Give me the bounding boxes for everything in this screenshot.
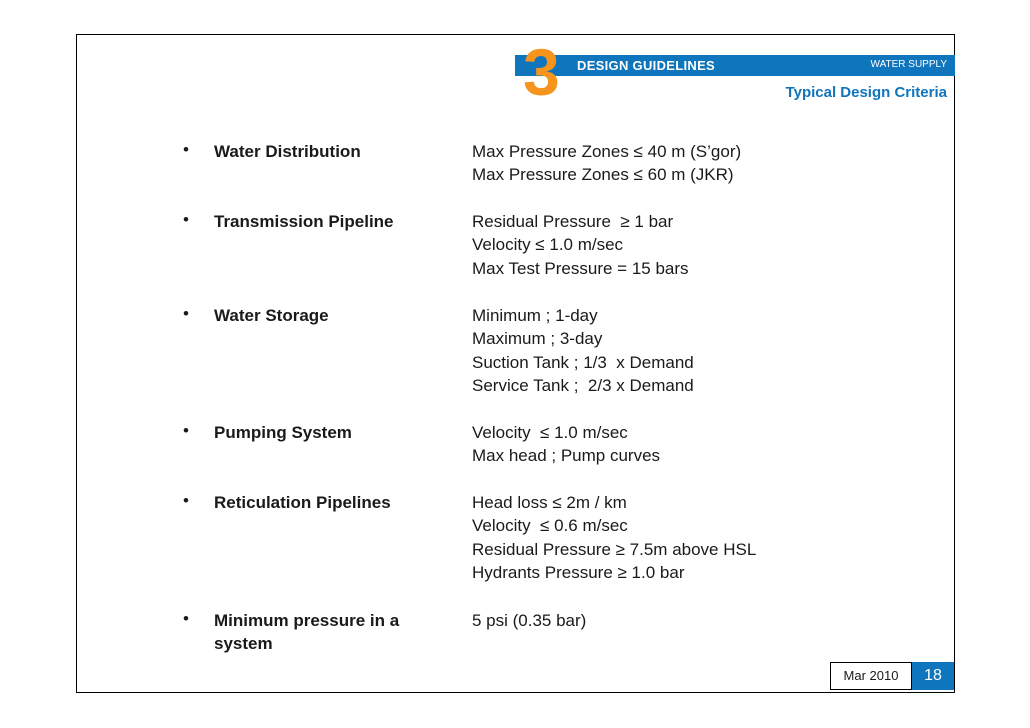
- criteria-values: [472, 304, 892, 397]
- criteria-label: Transmission Pipeline: [214, 212, 394, 231]
- criteria-value: Velocity ≤ 1.0 m/sec: [472, 423, 628, 442]
- page-number: 18: [912, 662, 954, 690]
- criteria-label: Water Distribution: [214, 142, 361, 161]
- criteria-value: Residual Pressure ≥ 1 bar: [472, 212, 674, 231]
- footer-date: Mar 2010: [830, 662, 912, 690]
- header-tag: WATER SUPPLY: [870, 59, 947, 70]
- criteria-value: Residual Pressure ≥ 7.5m above HSL: [472, 539, 757, 559]
- criteria-label: Minimum pressure in a system: [214, 611, 400, 653]
- criteria-label: Reticulation Pipelines: [214, 493, 391, 512]
- criteria-value: Head loss ≤ 2m / km: [472, 493, 627, 512]
- criteria-value: Velocity ≤ 1.0 m/sec: [472, 235, 624, 255]
- criteria-values: [472, 140, 892, 187]
- bullet-icon: •: [183, 140, 189, 159]
- bullet-icon: •: [183, 609, 189, 628]
- criteria-value: Max Pressure Zones ≤ 60 m (JKR): [472, 165, 734, 185]
- criteria-value: 5 psi (0.35 bar): [472, 611, 587, 630]
- criteria-value: Hydrants Pressure ≥ 1.0 bar: [472, 562, 685, 582]
- criteria-value: Max head ; Pump curves: [472, 446, 661, 466]
- section-number: 3: [523, 35, 560, 109]
- slide-subtitle: Typical Design Criteria: [785, 84, 947, 101]
- criteria-value: Max Pressure Zones ≤ 40 m (S’gor): [472, 142, 742, 161]
- bullet-icon: •: [183, 304, 189, 323]
- criteria-value: Maximum ; 3-day: [472, 329, 603, 349]
- criteria-values: [472, 210, 892, 280]
- criteria-value: Service Tank ; 2/3 x Demand: [472, 375, 694, 395]
- criteria-value: Minimum ; 1-day: [472, 306, 598, 325]
- bullet-icon: •: [183, 210, 189, 229]
- criteria-label: Water Storage: [214, 306, 329, 325]
- criteria-value: Max Test Pressure = 15 bars: [472, 258, 689, 278]
- criteria-values: [472, 609, 892, 632]
- criteria-values: [472, 491, 892, 584]
- criteria-value: Suction Tank ; 1/3 x Demand: [472, 352, 694, 372]
- header-title: DESIGN GUIDELINES: [577, 58, 716, 73]
- criteria-values: [472, 421, 892, 468]
- criteria-label: Pumping System: [214, 423, 352, 442]
- criteria-value: Velocity ≤ 0.6 m/sec: [472, 516, 628, 536]
- bullet-icon: •: [183, 421, 189, 440]
- bullet-icon: •: [183, 491, 189, 510]
